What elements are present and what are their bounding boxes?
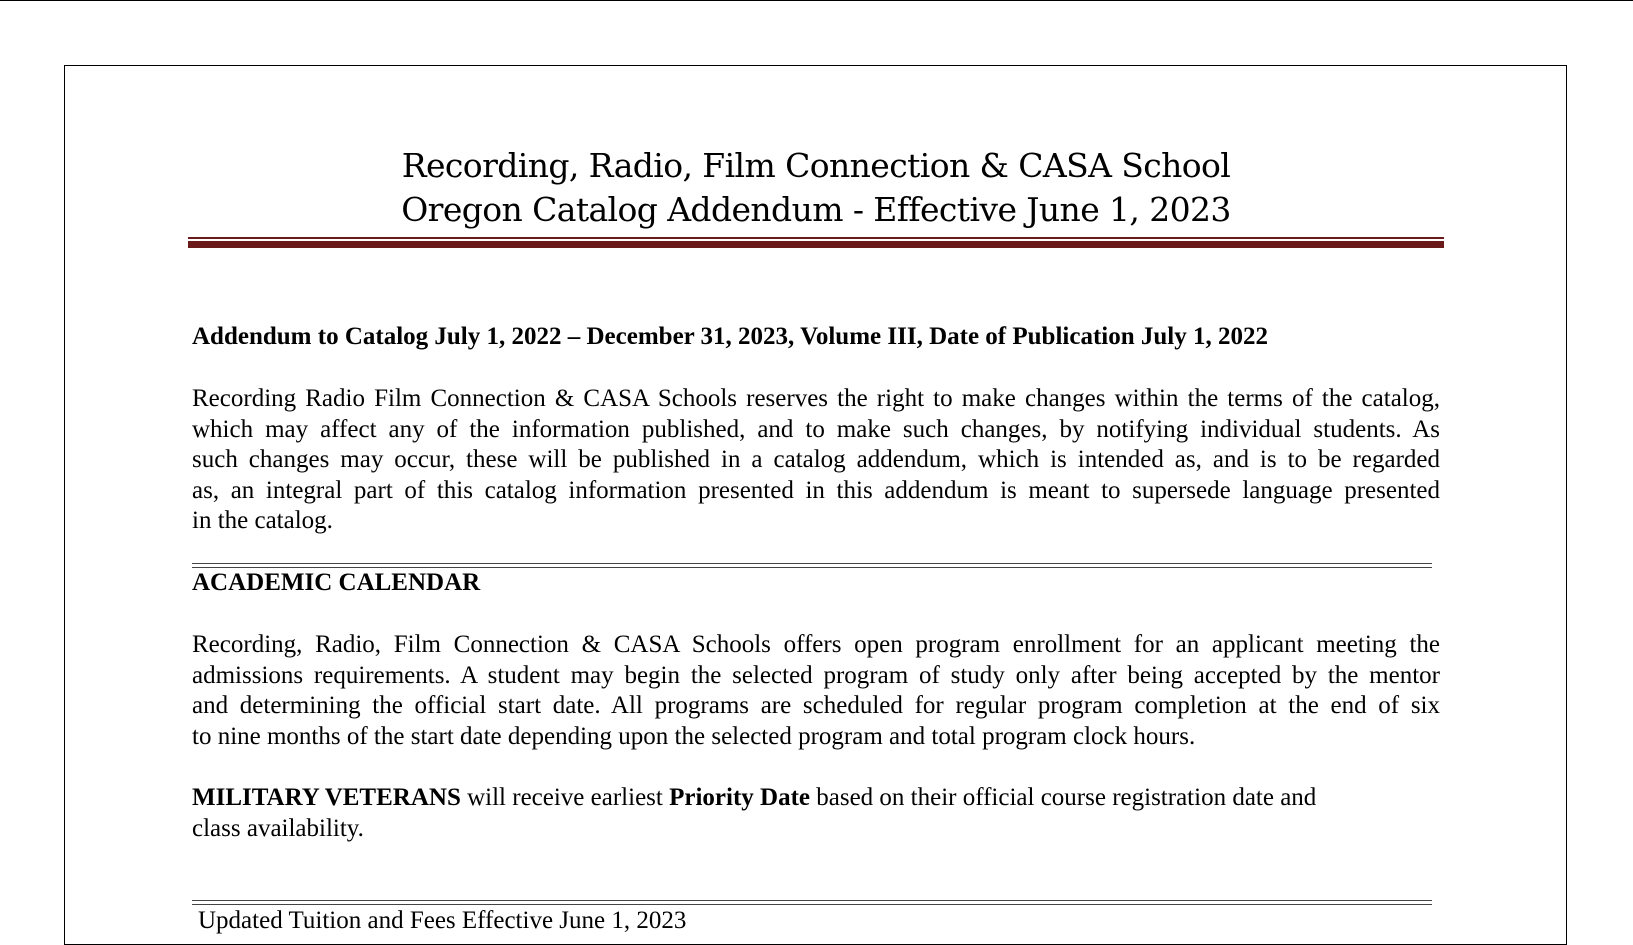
tuition-heading: Updated Tuition and Fees Effective June 1, 2023	[198, 907, 687, 934]
intro-line: which may affect any of the information published, and to make such changes, by notifying individual students. As	[192, 415, 1440, 443]
header-rule-thick	[188, 241, 1444, 248]
veterans-line	[192, 783, 1440, 814]
intro-line: such changes may occur, these will be published in a catalog addendum, which is intended as, and is to be regarded	[192, 446, 1440, 474]
intro-paragraph	[192, 384, 1440, 537]
top-edge-line	[0, 0, 1633, 1]
section-divider	[192, 900, 1432, 905]
addendum-subtitle: Addendum to Catalog July 1, 2022 – December 31, 2023, Volume III, Date of Publication July 1, 2022	[192, 323, 1268, 350]
calendar-line: and determining the official start date. All programs are scheduled for regular program completion at the end of six	[192, 692, 1440, 720]
priority-date-label: Priority Date	[669, 784, 810, 811]
document-header	[188, 144, 1444, 232]
academic-calendar-paragraph	[192, 630, 1440, 752]
header-title-line2: Oregon Catalog Addendum - Effective June 1, 2023	[401, 190, 1231, 229]
calendar-line: Recording, Radio, Film Connection & CASA Schools offers open program enrollment for an applicant meeting the	[192, 631, 1440, 658]
intro-line: in the catalog.	[192, 507, 333, 535]
academic-calendar-heading: ACADEMIC CALENDAR	[192, 569, 481, 596]
header-title-line1: Recording, Radio, Film Connection & CASA School	[401, 146, 1231, 185]
veterans-paragraph	[192, 783, 1440, 844]
veterans-line: class availability.	[192, 814, 364, 842]
veterans-text: will receive earliest	[460, 784, 670, 811]
calendar-line: admissions requirements. A student may begin the selected program of study only after being accepted by the mentor	[192, 661, 1440, 689]
intro-line: as, an integral part of this catalog information presented in this addendum is meant to supersede language presented	[192, 476, 1440, 504]
veterans-text: based on their official course registration date and	[810, 784, 1317, 811]
calendar-line: to nine months of the start date depending upon the selected program and total program clock hours.	[192, 722, 1196, 750]
veterans-bold-label: MILITARY VETERANS	[192, 784, 461, 811]
intro-line: Recording Radio Film Connection & CASA Schools reserves the right to make changes within the terms of the catalog,	[192, 385, 1440, 412]
header-rule-thin	[188, 237, 1444, 239]
